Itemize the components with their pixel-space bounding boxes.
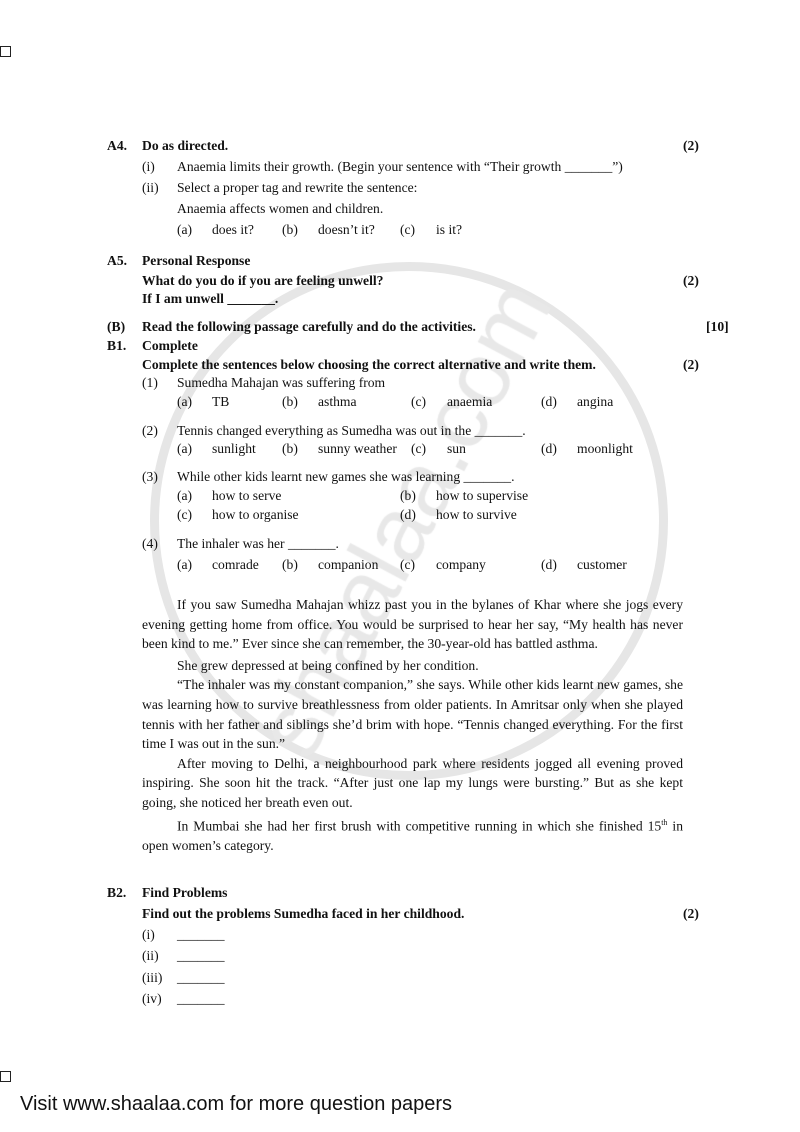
answer-blank: _______ — [177, 991, 225, 1006]
option-text: sunlight — [212, 441, 256, 456]
option-text: doesn’t it? — [318, 222, 375, 237]
footer-link[interactable]: Visit www.shaalaa.com for more question papers — [20, 1093, 453, 1115]
option-label: (b) — [282, 441, 298, 456]
item-label: (ii) — [142, 948, 159, 963]
passage-paragraph: “The inhaler was my constant companion,” she says. While other kids learnt new games, she was learning how to survive breathlessness from older patients. In Amritsar only when she played tennis with her father and siblings she’d brim with hope. “Tennis changed everything. For the first time I was out in the sun.” — [142, 677, 683, 752]
option-text: sun — [447, 441, 466, 456]
option-text: asthma — [318, 394, 357, 409]
option-text: how to supervise — [436, 488, 529, 503]
answer-blank: _______ — [177, 927, 225, 942]
answer-blank: _______ — [177, 948, 225, 963]
question-text: Sumedha Mahajan was suffering from — [177, 375, 386, 390]
a4-i-text: Anaemia limits their growth. (Begin your sentence with “Their growth _______”) — [177, 159, 623, 174]
option-text: comrade — [212, 557, 259, 572]
a4-marks: (2) — [683, 138, 699, 153]
passage-text: In Mumbai she had her first brush with competitive running in which she finished 15 — [177, 818, 662, 834]
b1-title: Complete — [142, 338, 198, 353]
question-number: (2) — [142, 423, 158, 438]
option-label: (b) — [282, 222, 298, 237]
question-number: (3) — [142, 469, 158, 484]
a5-title: Personal Response — [142, 253, 251, 268]
b2-number: B2. — [107, 885, 127, 900]
b2-marks: (2) — [683, 906, 699, 921]
passage-paragraph: If you saw Sumedha Mahajan whizz past you in the bylanes of Khar where she jogs every evening getting home from office. You would be surprised to hear her say, “My health has never been kind to me.” Ever since she can remember, the 30-year-old has battled asthma. — [142, 597, 683, 652]
option-label: (c) — [411, 441, 427, 456]
option-text: TB — [212, 394, 230, 409]
option-text: companion — [318, 557, 379, 572]
option-text: is it? — [436, 222, 463, 237]
a5-number: A5. — [107, 253, 128, 268]
option-label: (a) — [177, 488, 193, 503]
a4-ii-label: (ii) — [142, 180, 159, 195]
option-text: company — [436, 557, 486, 572]
page-marker-bottom — [0, 1071, 11, 1082]
option-text: angina — [577, 394, 614, 409]
section-b-marks: [10] — [706, 319, 729, 334]
a4-ii-text: Select a proper tag and rewrite the sentence: — [177, 180, 418, 195]
option-label: (c) — [400, 222, 416, 237]
a5-answer: If I am unwell _______. — [142, 291, 279, 306]
ordinal-suffix: th — [661, 817, 668, 827]
option-label: (d) — [400, 507, 416, 522]
option-text: moonlight — [577, 441, 633, 456]
option-text: how to survive — [436, 507, 517, 522]
option-label: (c) — [177, 507, 193, 522]
question-number: (4) — [142, 536, 158, 551]
b2-instruction: Find out the problems Sumedha faced in her childhood. — [142, 906, 465, 921]
section-b-title: Read the following passage carefully and do the activities. — [142, 319, 476, 334]
question-text: While other kids learnt new games she was learning _______. — [177, 469, 515, 484]
a4-number: A4. — [107, 138, 128, 153]
option-text: customer — [577, 557, 627, 572]
b1-instruction: Complete the sentences below choosing the correct alternative and write them. — [142, 357, 596, 372]
b1-number: B1. — [107, 338, 127, 353]
option-label: (d) — [541, 441, 557, 456]
option-text: sunny weather — [318, 441, 397, 456]
item-label: (iv) — [142, 991, 162, 1006]
page-marker-top — [0, 46, 11, 57]
option-label: (d) — [541, 394, 557, 409]
reading-passage — [142, 595, 683, 855]
passage-text: in open women’s category. — [142, 818, 683, 853]
question-text: The inhaler was her _______. — [177, 536, 339, 551]
passage-paragraph — [142, 813, 683, 856]
option-label: (c) — [400, 557, 416, 572]
option-label: (a) — [177, 222, 193, 237]
a4-title: Do as directed. — [142, 138, 229, 153]
section-b-number: (B) — [107, 319, 126, 334]
a5-marks: (2) — [683, 273, 699, 288]
option-label: (a) — [177, 441, 193, 456]
passage-paragraph: She grew depressed at being confined by her condition. — [177, 657, 479, 673]
option-text: does it? — [212, 222, 254, 237]
question-number: (1) — [142, 375, 158, 390]
option-label: (a) — [177, 557, 193, 572]
passage-paragraph: After moving to Delhi, a neighbourhood park where residents jogged all evening proved inspiring. She soon hit the track. “After just one lap my lungs were bursting.” But as she kept going, she noticed her breath even out. — [142, 755, 683, 810]
option-label: (b) — [400, 488, 416, 503]
answer-blank: _______ — [177, 970, 225, 985]
b2-title: Find Problems — [142, 885, 228, 900]
question-text: Tennis changed everything as Sumedha was out in the _______. — [177, 423, 526, 438]
option-label: (d) — [541, 557, 557, 572]
item-label: (i) — [142, 927, 155, 942]
option-label: (b) — [282, 557, 298, 572]
a5-question: What do you do if you are feeling unwell? — [142, 273, 384, 288]
option-text: anaemia — [447, 394, 493, 409]
a4-i-label: (i) — [142, 159, 155, 174]
option-text: how to organise — [212, 507, 299, 522]
option-text: how to serve — [212, 488, 282, 503]
option-label: (c) — [411, 394, 427, 409]
option-label: (b) — [282, 394, 298, 409]
a4-ii-sentence: Anaemia affects women and children. — [177, 201, 384, 216]
item-label: (iii) — [142, 970, 163, 985]
option-label: (a) — [177, 394, 193, 409]
b1-marks: (2) — [683, 357, 699, 372]
